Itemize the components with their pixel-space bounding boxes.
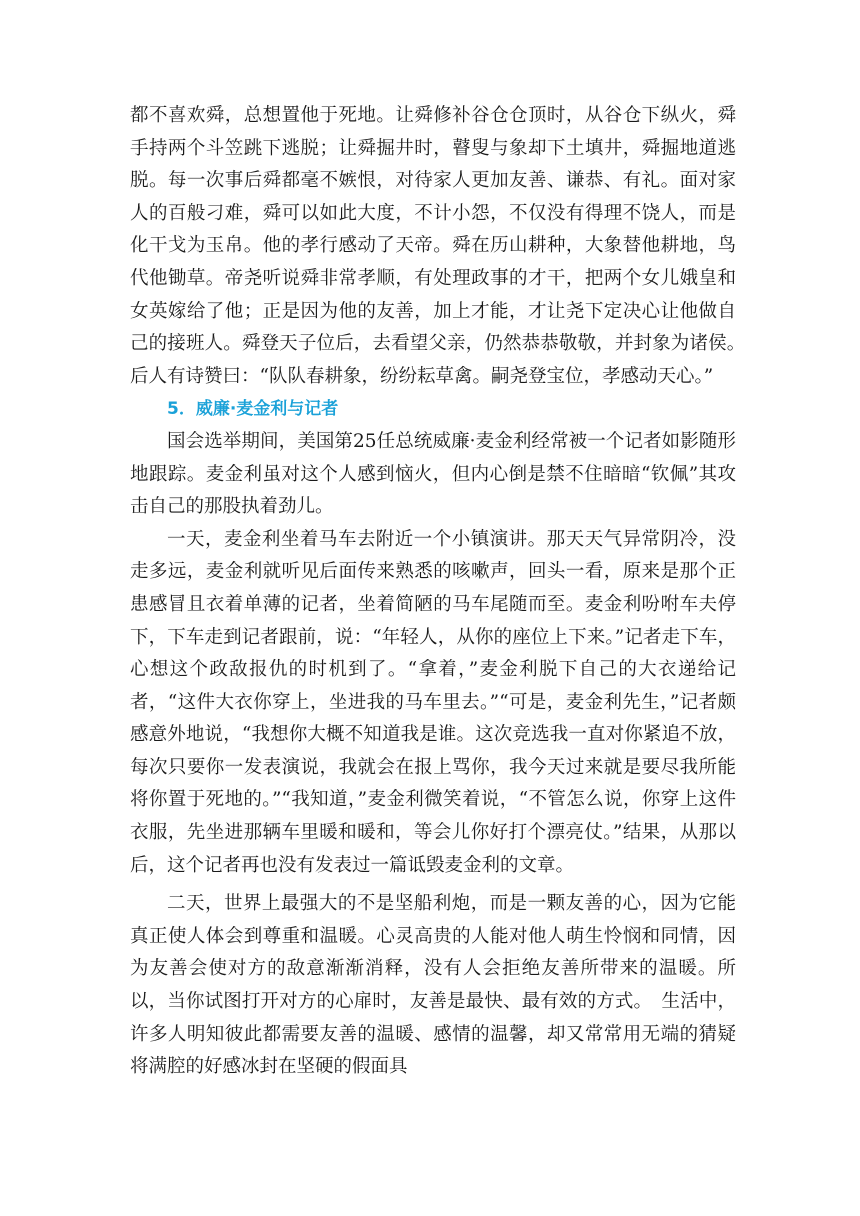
- paragraph-3: 二天，世界上最强大的不是坚船利炮，而是一颗友善的心，因为它能真正使人体会到尊重和温暖。心灵高贵的人能对他人萌生怜悯和同情，因为友善会使对方的敌意渐渐消释，没有人会拒绝友善所带来的温暖。所以，当你试图打开对方的心扉时，友善是最快、最有效的方式。 生活中，许多人明知彼此都需要友善的温暖、感情的温馨，却又常常用无端的猜疑将满腔的好感冰封在坚硬的假面具: [130, 893, 736, 1078]
- paragraph-continuation: 都不喜欢舜，总想置他于死地。让舜修补谷仓仓顶时，从谷仓下纵火，舜手持两个斗笠跳下逃脱；让舜掘井时，瞽叟与象却下土填井，舜掘地道逃脱。每一次事后舜都毫不嫉恨，对待家人更加友善、谦恭、有礼。面对家人的百般刁难，舜可以如此大度，不计小怨，不仅没有得理不饶人，而是化干戈为玉帛。他的孝行感动了天帝。舜在历山耕种，大象替他耕地，鸟代他锄草。帝尧听说舜非常孝顺，有处理政事的才干，把两个女儿娥皇和女英嫁给了他；正是因为他的友善，加上才能，才让尧下定决心让他做自己的接班人。舜登天子位后，去看望父亲，仍然恭恭敬敬，并封象为诸侯。 后人有诗赞曰：“队队春耕象，纷纷耘草禽。嗣尧登宝位，孝感动天心。”: [130, 105, 755, 387]
- section-heading: 5．威廉·麦金利与记者: [167, 399, 339, 420]
- paragraph-1: 国会选举期间，美国第25任总统威廉·麦金利经常被一个记者如影随形地跟踪。麦金利虽对这个人感到恼火，但内心倒是禁不住暗暗“钦佩”其攻击自己的那股执着劲儿。: [130, 430, 736, 518]
- document-body: [130, 100, 755, 1084]
- paragraph-2: 一天，麦金利坐着马车去附近一个小镇演讲。那天天气异常阴冷，没走多远，麦金利就听见后面传来熟悉的咳嗽声，回头一看，原来是那个正患感冒且衣着单薄的记者，坐着简陋的马车尾随而至。麦金利吩咐车夫停下，下车走到记者跟前，说：“年轻人，从你的座位上下来。”记者走下车，心想这个政敌报仇的时机到了。“拿着，”麦金利脱下自己的大衣递给记者，“这件大衣你穿上，坐进我的马车里去。”“可是，麦金利先生，”记者颇感意外地说，“我想你大概不知道我是谁。这次竞选我一直对你紧追不放，每次只要你一发表演说，我就会在报上骂你，我今天过来就是要尽我所能将你置于死地的。”“我知道，”麦金利微笑着说，“不管怎么说，你穿上这件衣服，先坐进那辆车里暖和暖和，等会儿你好打个漂亮仗。”结果，从那以后，这个记者再也没有发表过一篇诋毁麦金利的文章。: [130, 528, 736, 876]
